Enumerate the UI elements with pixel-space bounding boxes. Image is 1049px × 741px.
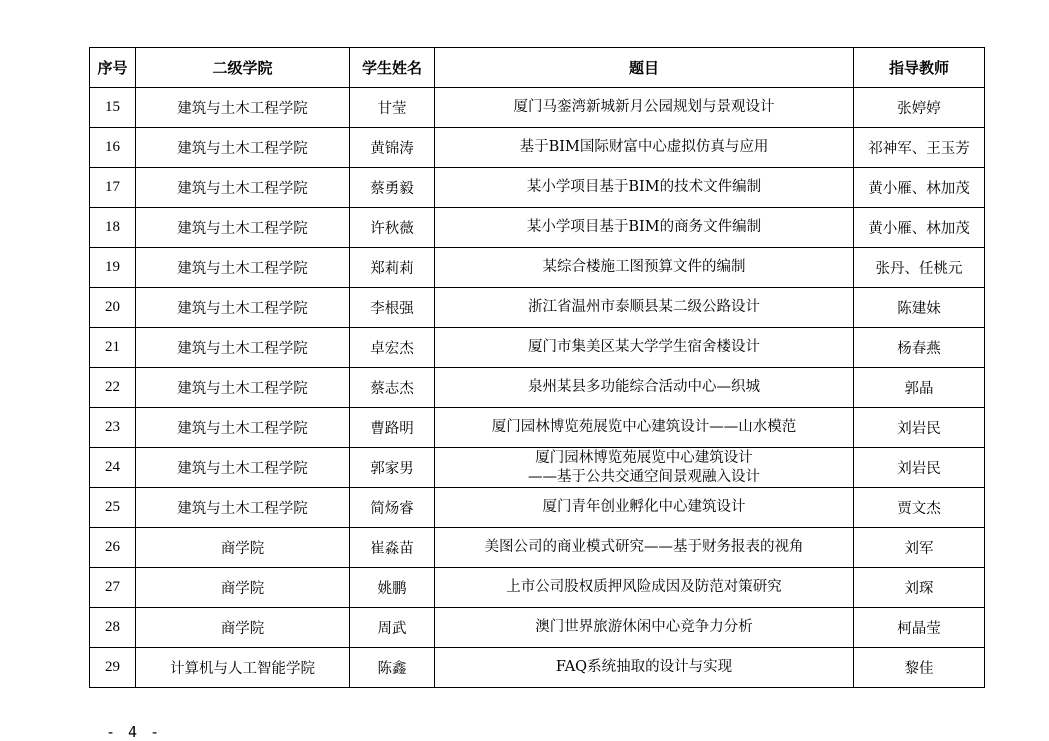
table-row (90, 328, 985, 368)
cell-student: 蔡志杰 (350, 368, 435, 408)
title-line: 厦门园林博览苑展览中心建筑设计 (535, 449, 753, 466)
title-line: 浙江省温州市泰顺县某二级公路设计 (528, 299, 760, 315)
cell-index: 25 (90, 488, 136, 528)
cell-title (435, 488, 854, 528)
cell-title (435, 648, 854, 688)
cell-advisor: 刘琛 (854, 568, 985, 608)
cell-college: 建筑与土木工程学院 (136, 88, 350, 128)
title-line: 厦门青年创业孵化中心建筑设计 (542, 499, 746, 515)
cell-title (435, 88, 854, 128)
cell-advisor: 陈建妹 (854, 288, 985, 328)
cell-college: 商学院 (136, 568, 350, 608)
cell-title (435, 328, 854, 368)
cell-student: 简炀睿 (350, 488, 435, 528)
cell-index: 28 (90, 608, 136, 648)
cell-student: 卓宏杰 (350, 328, 435, 368)
title-line: 某小学项目基于BIM的商务文件编制 (526, 219, 762, 235)
cell-advisor: 郭晶 (854, 368, 985, 408)
cell-student: 姚鹏 (350, 568, 435, 608)
table-row (90, 368, 985, 408)
cell-index: 22 (90, 368, 136, 408)
cell-title (435, 408, 854, 448)
cell-college: 建筑与土木工程学院 (136, 128, 350, 168)
table-row (90, 608, 985, 648)
cell-college: 建筑与土木工程学院 (136, 288, 350, 328)
table-row (90, 648, 985, 688)
title-line: 厦门马銮湾新城新月公园规划与景观设计 (513, 99, 775, 115)
title-line: 基于BIM国际财富中心虚拟仿真与应用 (519, 139, 769, 155)
cell-advisor: 祁神军、王玉芳 (854, 128, 985, 168)
cell-college: 商学院 (136, 608, 350, 648)
header-advisor: 指导教师 (854, 48, 985, 88)
cell-index: 24 (90, 448, 136, 488)
cell-index: 19 (90, 248, 136, 288)
cell-student: 黄锦涛 (350, 128, 435, 168)
header-college: 二级学院 (136, 48, 350, 88)
table-row (90, 128, 985, 168)
cell-title (435, 128, 854, 168)
cell-college: 计算机与人工智能学院 (136, 648, 350, 688)
table-row (90, 408, 985, 448)
title-line: FAQ系统抽取的设计与实现 (555, 659, 733, 675)
cell-title (435, 248, 854, 288)
cell-title (435, 208, 854, 248)
cell-advisor: 黄小雁、林加茂 (854, 168, 985, 208)
cell-advisor: 贾文杰 (854, 488, 985, 528)
title-line: 厦门市集美区某大学学生宿舍楼设计 (528, 339, 760, 355)
title-line: 上市公司股权质押风险成因及防范对策研究 (506, 579, 782, 595)
table-row (90, 288, 985, 328)
cell-advisor: 张丹、任桃元 (854, 248, 985, 288)
cell-advisor: 柯晶莹 (854, 608, 985, 648)
table-row (90, 88, 985, 128)
table-row (90, 248, 985, 288)
title-line: 澳门世界旅游休闲中心竞争力分析 (535, 619, 753, 635)
cell-college: 建筑与土木工程学院 (136, 248, 350, 288)
cell-student: 曹路明 (350, 408, 435, 448)
cell-student: 蔡勇毅 (350, 168, 435, 208)
cell-title (435, 448, 854, 488)
title-line: 美图公司的商业模式研究——基于财务报表的视角 (484, 539, 804, 555)
cell-student: 陈鑫 (350, 648, 435, 688)
cell-index: 27 (90, 568, 136, 608)
cell-title (435, 168, 854, 208)
page-number: - 4 - (106, 723, 162, 741)
table-header-row (90, 48, 985, 88)
cell-student: 李根强 (350, 288, 435, 328)
table-row (90, 168, 985, 208)
title-line: 泉州某县多功能综合活动中心—织城 (528, 379, 760, 395)
title-line: 厦门园林博览苑展览中心建筑设计——山水模范 (491, 419, 797, 435)
table-row (90, 208, 985, 248)
cell-title (435, 528, 854, 568)
cell-college: 建筑与土木工程学院 (136, 208, 350, 248)
cell-student: 郑莉莉 (350, 248, 435, 288)
cell-student: 崔淼苗 (350, 528, 435, 568)
cell-advisor: 杨春燕 (854, 328, 985, 368)
cell-title (435, 368, 854, 408)
title-line: 某综合楼施工图预算文件的编制 (542, 259, 746, 275)
cell-index: 23 (90, 408, 136, 448)
cell-index: 17 (90, 168, 136, 208)
cell-college: 商学院 (136, 528, 350, 568)
cell-title (435, 568, 854, 608)
table-row (90, 448, 985, 488)
cell-student: 甘莹 (350, 88, 435, 128)
title-line: 某小学项目基于BIM的技术文件编制 (526, 179, 762, 195)
cell-index: 18 (90, 208, 136, 248)
cell-advisor: 张婷婷 (854, 88, 985, 128)
cell-college: 建筑与土木工程学院 (136, 408, 350, 448)
title-line: ——基于公共交通空间景观融入设计 (528, 468, 760, 485)
header-index: 序号 (90, 48, 136, 88)
cell-advisor: 刘岩民 (854, 408, 985, 448)
cell-student: 许秋薇 (350, 208, 435, 248)
cell-index: 29 (90, 648, 136, 688)
cell-title (435, 288, 854, 328)
table-body (90, 88, 985, 688)
cell-college: 建筑与土木工程学院 (136, 368, 350, 408)
table-row (90, 528, 985, 568)
cell-index: 26 (90, 528, 136, 568)
cell-student: 郭家男 (350, 448, 435, 488)
cell-title (435, 608, 854, 648)
roster-table (89, 47, 985, 688)
header-title: 题目 (435, 48, 854, 88)
table-row (90, 488, 985, 528)
cell-advisor: 刘军 (854, 528, 985, 568)
cell-college: 建筑与土木工程学院 (136, 448, 350, 488)
cell-index: 20 (90, 288, 136, 328)
header-student: 学生姓名 (350, 48, 435, 88)
cell-college: 建筑与土木工程学院 (136, 168, 350, 208)
cell-student: 周武 (350, 608, 435, 648)
cell-college: 建筑与土木工程学院 (136, 488, 350, 528)
cell-index: 16 (90, 128, 136, 168)
cell-advisor: 黄小雁、林加茂 (854, 208, 985, 248)
cell-index: 15 (90, 88, 136, 128)
cell-advisor: 刘岩民 (854, 448, 985, 488)
table-row (90, 568, 985, 608)
cell-advisor: 黎佳 (854, 648, 985, 688)
cell-college: 建筑与土木工程学院 (136, 328, 350, 368)
cell-index: 21 (90, 328, 136, 368)
